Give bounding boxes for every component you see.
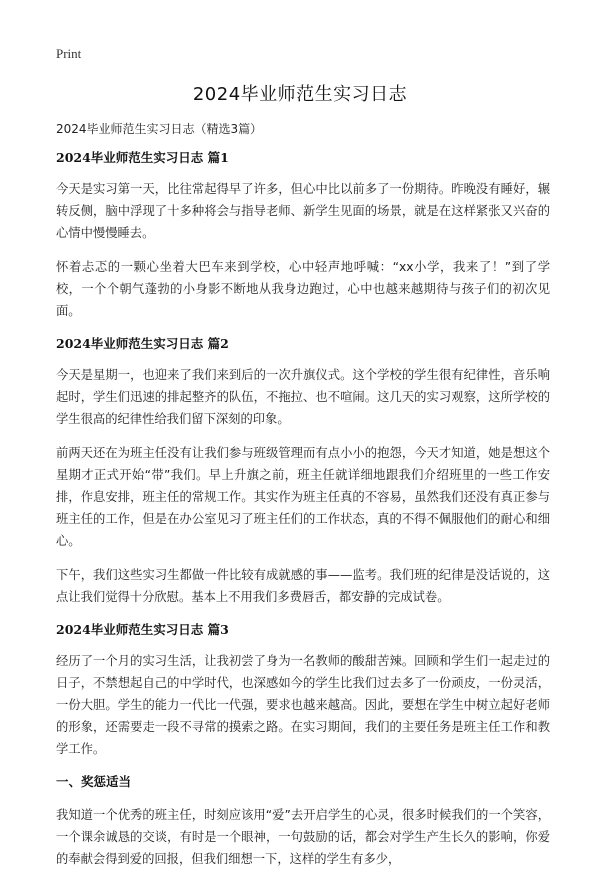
section-3-paragraph-1: 经历了一个月的实习生活，让我初尝了身为一名教师的酸甜苦辣。回顾和学生们一起走过的日子，不禁想起自己的中学时代，也深感如今的学生比我们过去多了一份顽皮，一份灵活，一份大胆。学生的能力一代比一代强，要求也越来越高。因此，要想在学生中树立起好老师的形象，还需要走一段不寻常的摸索之路。在实习期间，我们的主要任务是班主任工作和教学工作。: [56, 654, 550, 756]
section-2-paragraph-1: 今天是星期一，也迎来了我们来到后的一次升旗仪式。这个学校的学生很有纪律性，音乐响起时，学生们迅速的排起整齐的队伍，不拖拉、也不喧闹。这几天的实习观察，这所学校的学生很高的纪律性给我们留下深刻的印象。: [56, 368, 550, 426]
article-body: [56, 148, 550, 882]
section-heading-1: 2024毕业师范生实习日志 篇1: [56, 150, 229, 165]
page-title: 2024毕业师范生实习日志: [192, 84, 408, 105]
document-subtitle: 2024毕业师范生实习日志（精选3篇）: [56, 122, 263, 136]
section-3-sub-paragraph-1: 我知道一个优秀的班主任，时刻应该用“爱”去开启学生的心灵，很多时候我们的一个笑容，一个课余诚恳的交谈，有时是一个眼神，一句鼓励的话，都会对学生产生长久的影响，你爱的奉献会得到爱的回报，但我们细想一下，这样的学生有多少，: [56, 808, 550, 866]
section-heading-2: 2024毕业师范生实习日志 篇2: [56, 336, 229, 351]
section-2-paragraph-2: 前两天还在为班主任没有让我们参与班级管理而有点小小的抱怨，今天才知道，她是想这个星期才正式开始“带”我们。早上升旗之前，班主任就详细地跟我们介绍班里的一些工作安排，作息安排，班主任的常规工作。其实作为班主任真的不容易，虽然我们还没有真正参与班主任的工作，但是在办公室见习了班主任们的工作状态，真的不得不佩服他们的耐心和细心。: [56, 446, 550, 548]
section-1-paragraph-2: 怀着忐忑的一颗心坐着大巴车来到学校，心中轻声地呼喊：“xx小学，我来了！”到了学校，一个个朝气蓬勃的小身影不断地从我身边跑过，心中也越来越期待与孩子们的初次见面。: [56, 260, 550, 318]
section-3-subheading: 一、奖惩适当: [56, 774, 132, 789]
section-1-paragraph-1: 今天是实习第一天，比往常起得早了许多，但心中比以前多了一份期待。昨晚没有睡好，辗转反侧，脑中浮现了十多种将会与指导老师、新学生见面的场景，就是在这样紧张又兴奋的心情中慢慢睡去。: [56, 182, 550, 240]
section-2-paragraph-3: 下午，我们这些实习生都做一件比较有成就感的事——监考。我们班的纪律是没话说的，这点让我们觉得十分欣慰。基本上不用我们多费唇舌，都安静的完成试卷。: [56, 568, 550, 604]
print-link[interactable]: Print: [56, 46, 82, 61]
section-heading-3: 2024毕业师范生实习日志 篇3: [56, 622, 229, 637]
